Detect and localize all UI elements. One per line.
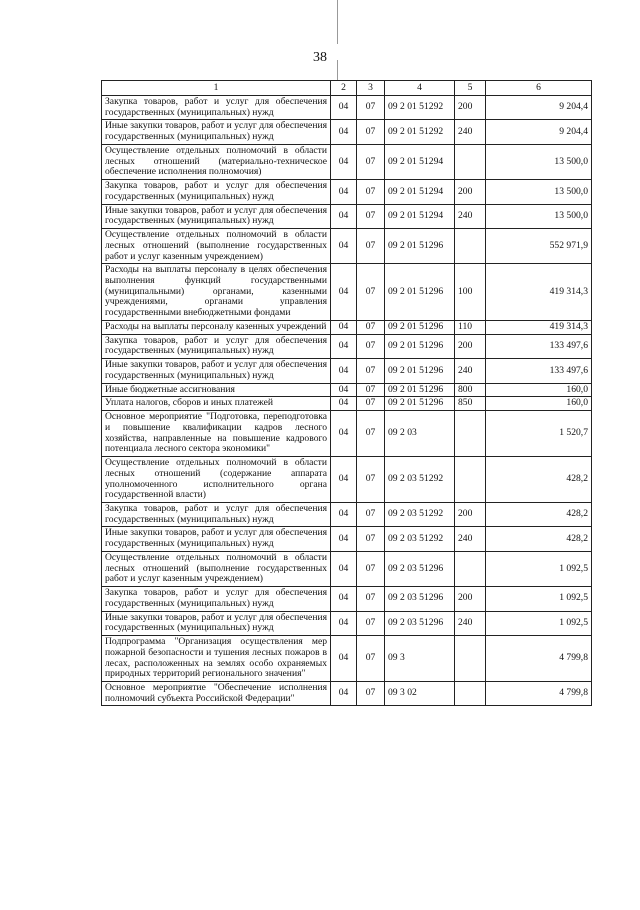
- row-name-cell: Осуществление отдельных полномочий в области лесных отношений (содержание аппарата уполномоченного исполнительного органа государственной власти): [102, 457, 331, 503]
- row-name-cell: Уплата налогов, сборов и иных платежей: [102, 397, 331, 411]
- target-article-cell: 09 2 03 51296: [385, 611, 455, 635]
- subsection-code-cell: 07: [357, 229, 385, 264]
- table-row: [102, 383, 592, 397]
- table-row: [102, 551, 592, 586]
- row-name-cell: Расходы на выплаты персоналу в целях обеспечения выполнения функций государственными (муниципальными) органами, казенными учреждениями, органами управления государственными внебюджетными фондами: [102, 264, 331, 321]
- expense-type-cell: 100: [455, 264, 486, 321]
- amount-cell: 9 204,4: [486, 96, 592, 120]
- subsection-code-cell: 07: [357, 383, 385, 397]
- subsection-code-cell: 07: [357, 334, 385, 358]
- target-article-cell: 09 3: [385, 636, 455, 682]
- table-row: [102, 96, 592, 120]
- subsection-code-cell: 07: [357, 144, 385, 179]
- table-row: [102, 457, 592, 503]
- expense-type-cell: [455, 636, 486, 682]
- budget-table: [101, 80, 592, 706]
- table-row: [102, 320, 592, 334]
- row-name-cell: Закупка товаров, работ и услуг для обеспечения государственных (муниципальных) нужд: [102, 502, 331, 526]
- amount-cell: 160,0: [486, 383, 592, 397]
- amount-cell: 133 497,6: [486, 334, 592, 358]
- amount-cell: 160,0: [486, 397, 592, 411]
- target-article-cell: 09 2 01 51296: [385, 359, 455, 383]
- row-name-cell: Иные закупки товаров, работ и услуг для обеспечения государственных (муниципальных) нужд: [102, 120, 331, 144]
- expense-type-cell: 200: [455, 587, 486, 611]
- section-code-cell: 04: [331, 397, 357, 411]
- target-article-cell: 09 2 01 51296: [385, 334, 455, 358]
- subsection-code-cell: 07: [357, 551, 385, 586]
- table-row: [102, 681, 592, 705]
- section-code-cell: 04: [331, 551, 357, 586]
- target-article-cell: 09 2 03 51292: [385, 502, 455, 526]
- expense-type-cell: [455, 457, 486, 503]
- subsection-code-cell: 07: [357, 411, 385, 457]
- amount-cell: 13 500,0: [486, 180, 592, 204]
- section-code-cell: 04: [331, 681, 357, 705]
- expense-type-cell: 240: [455, 120, 486, 144]
- expense-type-cell: [455, 229, 486, 264]
- table-header-row: [102, 81, 592, 96]
- section-code-cell: 04: [331, 611, 357, 635]
- target-article-cell: 09 2 03 51292: [385, 527, 455, 551]
- amount-cell: 1 092,5: [486, 611, 592, 635]
- section-code-cell: 04: [331, 96, 357, 120]
- amount-cell: 4 799,8: [486, 681, 592, 705]
- section-code-cell: 04: [331, 180, 357, 204]
- expense-type-cell: 240: [455, 611, 486, 635]
- amount-cell: 1 092,5: [486, 551, 592, 586]
- row-name-cell: Основное мероприятие "Подготовка, переподготовка и повышение квалификации кадров лесного хозяйства, направленные на повышение кадрового потенциала лесного сектора экономики": [102, 411, 331, 457]
- table-row: [102, 397, 592, 411]
- row-name-cell: Основное мероприятие "Обеспечение исполнения полномочий субъекта Российской Федерации": [102, 681, 331, 705]
- target-article-cell: 09 2 01 51294: [385, 144, 455, 179]
- expense-type-cell: [455, 681, 486, 705]
- expense-type-cell: [455, 411, 486, 457]
- subsection-code-cell: 07: [357, 681, 385, 705]
- amount-cell: 4 799,8: [486, 636, 592, 682]
- target-article-cell: 09 2 01 51292: [385, 120, 455, 144]
- amount-cell: 419 314,3: [486, 320, 592, 334]
- subsection-code-cell: 07: [357, 636, 385, 682]
- table-row: [102, 334, 592, 358]
- section-code-cell: 04: [331, 527, 357, 551]
- section-code-cell: 04: [331, 411, 357, 457]
- section-code-cell: 04: [331, 457, 357, 503]
- subsection-code-cell: 07: [357, 587, 385, 611]
- table-row: [102, 611, 592, 635]
- amount-cell: 428,2: [486, 527, 592, 551]
- table-row: [102, 180, 592, 204]
- section-code-cell: 04: [331, 502, 357, 526]
- subsection-code-cell: 07: [357, 204, 385, 228]
- subsection-code-cell: 07: [357, 397, 385, 411]
- column-header: 6: [486, 81, 592, 96]
- scan-margin-line: [337, 0, 338, 44]
- amount-cell: 13 500,0: [486, 204, 592, 228]
- section-code-cell: 04: [331, 320, 357, 334]
- section-code-cell: 04: [331, 636, 357, 682]
- subsection-code-cell: 07: [357, 320, 385, 334]
- expense-type-cell: 200: [455, 180, 486, 204]
- target-article-cell: 09 2 03 51292: [385, 457, 455, 503]
- column-header: 4: [385, 81, 455, 96]
- subsection-code-cell: 07: [357, 359, 385, 383]
- target-article-cell: 09 2 01 51294: [385, 204, 455, 228]
- section-code-cell: 04: [331, 204, 357, 228]
- amount-cell: 9 204,4: [486, 120, 592, 144]
- expense-type-cell: 240: [455, 359, 486, 383]
- target-article-cell: 09 2 03: [385, 411, 455, 457]
- subsection-code-cell: 07: [357, 457, 385, 503]
- amount-cell: 552 971,9: [486, 229, 592, 264]
- section-code-cell: 04: [331, 120, 357, 144]
- table-row: [102, 264, 592, 321]
- row-name-cell: Иные закупки товаров, работ и услуг для обеспечения государственных (муниципальных) нужд: [102, 204, 331, 228]
- target-article-cell: 09 2 01 51296: [385, 229, 455, 264]
- row-name-cell: Иные закупки товаров, работ и услуг для обеспечения государственных (муниципальных) нужд: [102, 527, 331, 551]
- target-article-cell: 09 3 02: [385, 681, 455, 705]
- table-row: [102, 204, 592, 228]
- table-row: [102, 144, 592, 179]
- target-article-cell: 09 2 03 51296: [385, 587, 455, 611]
- subsection-code-cell: 07: [357, 180, 385, 204]
- page-number: 38: [313, 50, 327, 65]
- table-body: [102, 96, 592, 706]
- expense-type-cell: 110: [455, 320, 486, 334]
- amount-cell: 419 314,3: [486, 264, 592, 321]
- row-name-cell: Закупка товаров, работ и услуг для обеспечения государственных (муниципальных) нужд: [102, 334, 331, 358]
- row-name-cell: Иные бюджетные ассигнования: [102, 383, 331, 397]
- row-name-cell: Иные закупки товаров, работ и услуг для обеспечения государственных (муниципальных) нужд: [102, 611, 331, 635]
- section-code-cell: 04: [331, 359, 357, 383]
- row-name-cell: Осуществление отдельных полномочий в области лесных отношений (выполнение государственных работ и услуг казенным учреждением): [102, 551, 331, 586]
- target-article-cell: 09 2 01 51294: [385, 180, 455, 204]
- section-code-cell: 04: [331, 587, 357, 611]
- table-row: [102, 411, 592, 457]
- subsection-code-cell: 07: [357, 120, 385, 144]
- table-row: [102, 359, 592, 383]
- section-code-cell: 04: [331, 334, 357, 358]
- row-name-cell: Закупка товаров, работ и услуг для обеспечения государственных (муниципальных) нужд: [102, 180, 331, 204]
- table-row: [102, 229, 592, 264]
- subsection-code-cell: 07: [357, 611, 385, 635]
- section-code-cell: 04: [331, 144, 357, 179]
- amount-cell: 133 497,6: [486, 359, 592, 383]
- row-name-cell: Иные закупки товаров, работ и услуг для обеспечения государственных (муниципальных) нужд: [102, 359, 331, 383]
- table-row: [102, 527, 592, 551]
- column-header: 2: [331, 81, 357, 96]
- target-article-cell: 09 2 01 51292: [385, 96, 455, 120]
- subsection-code-cell: 07: [357, 502, 385, 526]
- expense-type-cell: 240: [455, 204, 486, 228]
- row-name-cell: Закупка товаров, работ и услуг для обеспечения государственных (муниципальных) нужд: [102, 587, 331, 611]
- row-name-cell: Осуществление отдельных полномочий в области лесных отношений (материально-техническое обеспечение исполнения полномочия): [102, 144, 331, 179]
- expense-type-cell: [455, 144, 486, 179]
- target-article-cell: 09 2 03 51296: [385, 551, 455, 586]
- column-header: 1: [102, 81, 331, 96]
- expense-type-cell: 200: [455, 502, 486, 526]
- target-article-cell: 09 2 01 51296: [385, 320, 455, 334]
- subsection-code-cell: 07: [357, 264, 385, 321]
- expense-type-cell: [455, 551, 486, 586]
- row-name-cell: Подпрограмма "Организация осуществления мер пожарной безопасности и тушения лесных пожаров в лесах, расположенных на землях особо охраняемых природных территорий регионального значения": [102, 636, 331, 682]
- amount-cell: 1 520,7: [486, 411, 592, 457]
- table-row: [102, 120, 592, 144]
- column-header: 5: [455, 81, 486, 96]
- expense-type-cell: 800: [455, 383, 486, 397]
- subsection-code-cell: 07: [357, 96, 385, 120]
- amount-cell: 1 092,5: [486, 587, 592, 611]
- expense-type-cell: 200: [455, 96, 486, 120]
- target-article-cell: 09 2 01 51296: [385, 397, 455, 411]
- subsection-code-cell: 07: [357, 527, 385, 551]
- target-article-cell: 09 2 01 51296: [385, 383, 455, 397]
- row-name-cell: Закупка товаров, работ и услуг для обеспечения государственных (муниципальных) нужд: [102, 96, 331, 120]
- row-name-cell: Осуществление отдельных полномочий в области лесных отношений (выполнение государственных работ и услуг казенным учреждением): [102, 229, 331, 264]
- section-code-cell: 04: [331, 229, 357, 264]
- section-code-cell: 04: [331, 264, 357, 321]
- target-article-cell: 09 2 01 51296: [385, 264, 455, 321]
- table-row: [102, 636, 592, 682]
- table-row: [102, 502, 592, 526]
- column-header: 3: [357, 81, 385, 96]
- expense-type-cell: 240: [455, 527, 486, 551]
- amount-cell: 13 500,0: [486, 144, 592, 179]
- row-name-cell: Расходы на выплаты персоналу казенных учреждений: [102, 320, 331, 334]
- expense-type-cell: 200: [455, 334, 486, 358]
- section-code-cell: 04: [331, 383, 357, 397]
- amount-cell: 428,2: [486, 457, 592, 503]
- amount-cell: 428,2: [486, 502, 592, 526]
- table-row: [102, 587, 592, 611]
- expense-type-cell: 850: [455, 397, 486, 411]
